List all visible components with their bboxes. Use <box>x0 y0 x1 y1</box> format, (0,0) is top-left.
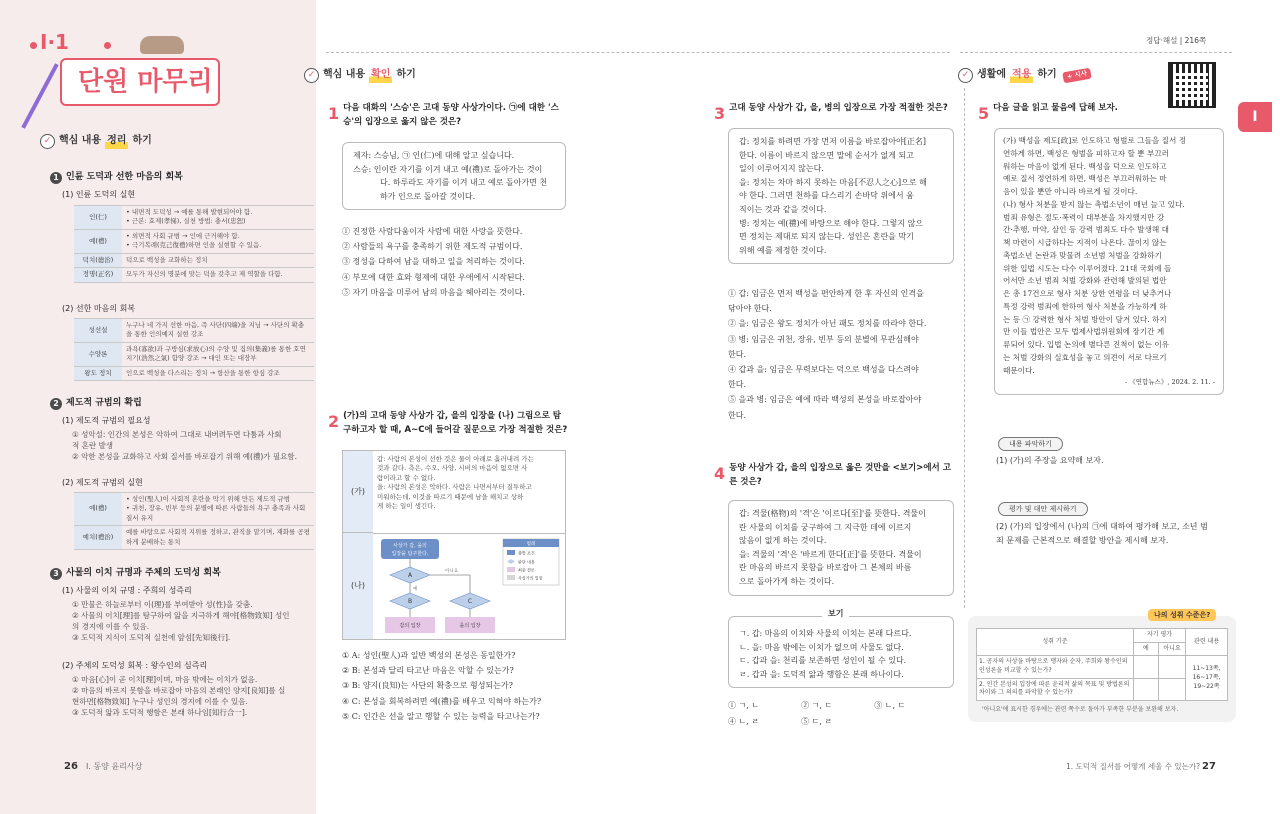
answer-option[interactable]: ② B: 본성과 달리 타고난 마음은 악할 수 있는가? <box>342 666 514 676</box>
self-eval-badge: 나의 성취 수준은? <box>1148 609 1216 621</box>
q3-options <box>728 286 926 423</box>
check-yes-1[interactable] <box>1133 656 1158 678</box>
q1-dialog-box: 제자: 스승님, ㉠ 인(仁)에 대해 알고 싶습니다. 스승: 인이란 자기를 이겨 내고 예(禮)로 돌아가는 것이 다. 하루라도 자기를 이겨 내고 예로 돌아가면 천 하가 인으로 돌아갈 것이다. <box>342 142 566 210</box>
part2-sub2: (2) 제도적 규범의 실현 <box>62 478 143 487</box>
row-value: • 외면적 사회 규범 → 인에 근거해야 함. • 극기복례(克己復禮)하면 인을 실현할 수 있음. <box>122 229 314 253</box>
question-text: 고대 동양 사상가 갑, 을, 병의 입장으로 가장 적절한 것은? <box>729 103 948 113</box>
sidebar-line: ③ 도덕적 앎과 도덕적 행함은 본래 하나임[知行合一]. <box>72 707 248 717</box>
part2-lines1 <box>72 430 297 463</box>
row-key: 수양론 <box>74 342 122 366</box>
row-value: 덕으로 백성을 교화하는 정치 <box>122 253 314 267</box>
q2-options <box>342 648 541 724</box>
q5-sub1: (1) (가)의 주장을 요약해 보자. <box>996 456 1104 465</box>
part3-lines1 <box>72 600 290 644</box>
col-related: 관련 내용 <box>1186 629 1228 656</box>
qr-code-pattern <box>1176 70 1208 100</box>
answer-option[interactable]: ② 을: 임금은 왕도 정치가 아닌 패도 정치를 따라야 한다. <box>728 319 927 329</box>
table-row <box>74 342 314 366</box>
question-text: (가)의 고대 동양 사상가 갑, 을의 입장을 (나) 그림으로 탐구하고자 할 때, A~C에 들어갈 질문으로 가장 적절한 것은? <box>343 411 568 435</box>
question-text: 동양 사상가 갑, 을의 입장으로 옳은 것만을 <보기>에서 고른 것은? <box>729 463 951 487</box>
q4-options-row1 <box>728 698 905 713</box>
row-value: • 성인(聖人)이 사회적 혼란을 막기 위해 만든 제도적 규범 • 귀천, 장유, 빈부 등의 분별에 따른 사람들의 욕구 충족과 사회 질서 유지 <box>122 493 314 526</box>
answer-option[interactable]: ⑤ 을과 병: 임금은 예에 따라 백성의 본성을 바로잡아야 <box>728 395 922 405</box>
table-row <box>74 319 314 343</box>
answer-option[interactable]: ③ ㄴ, ㄷ <box>874 701 906 710</box>
node-c-label: C <box>467 598 473 605</box>
sidebar-line: ① 마음[心]이 곧 이치[理]이며, 마음 밖에는 이치가 없음. <box>72 675 258 684</box>
news-badge: + 시사 <box>1062 67 1092 83</box>
answer-option[interactable]: ① A: 성인(聖人)과 일반 백성의 본성은 동일한가? <box>342 651 516 660</box>
table-row <box>74 206 314 230</box>
sidebar-line: 현하면[格物致知] 누구나 성인의 경지에 이를 수 있음. <box>72 696 248 706</box>
self-eval-table-wrap <box>976 628 1228 701</box>
check-section-title: ✓ 핵심 내용 확인 하기 <box>304 68 416 83</box>
legend-item: 출발 조건 <box>518 550 535 556</box>
part3-lines2 <box>72 675 285 719</box>
part3-sub2: (2) 주체의 도덕성 회복 : 왕수인의 심즉리 <box>62 661 208 670</box>
check-icon: ✓ <box>304 68 319 83</box>
row-key: 성선설 <box>74 319 122 343</box>
question-4 <box>714 462 954 489</box>
sidebar-line: ② 악한 본성을 교화하고 사회 질서를 바로잡기 위해 예(禮)가 필요함. <box>72 451 298 461</box>
passage-source: - 《연합뉴스》, 2024. 2. 11. - <box>1124 378 1215 387</box>
sidebar-line: ② 사물의 이치[理]를 탐구하여 앎을 지극하게 해야[格物致知] 성인 <box>72 610 290 620</box>
part1-table2 <box>74 318 314 381</box>
part1-sub1: (1) 인륜 도덕의 실현 <box>62 190 136 199</box>
answer-option[interactable]: ① 갑: 임금은 먼저 백성을 편안하게 한 후 자신의 인격을 <box>728 289 924 298</box>
self-eval-table <box>976 628 1228 701</box>
col-no: 아니요 <box>1158 642 1185 656</box>
bogi-box: ㄱ. 갑: 마음의 이치와 사물의 이치는 본래 다르다. ㄴ. 을: 마음 밖에는 이치가 없으며 사물도 없다. ㄷ. 갑과 을: 천리를 보존하면 성인이 될 수 있다. ㄹ. 갑과 을: 도덕적 앎과 행함은 본래 하나이다. <box>728 616 954 688</box>
sidebar-line: ② 마음의 바르지 못함을 바로잡아 마음의 본래인 양지[良知]를 실 <box>72 685 286 695</box>
node-a-label: A <box>407 572 413 579</box>
sidebar-line: 의 경지에 이를 수 있음. <box>72 621 150 631</box>
answer-option[interactable]: ① ㄱ, ㄴ <box>728 701 760 710</box>
check-no-1[interactable] <box>1158 656 1185 678</box>
node-b-label: B <box>407 598 413 605</box>
col-criteria: 성취 기준 <box>977 629 1134 656</box>
number-circle: 2 <box>50 398 62 410</box>
footer-right: 1. 도덕적 질서를 어떻게 세울 수 있는가? <box>1066 762 1201 771</box>
answer-option-cont: 닦아야 한다. <box>728 304 772 314</box>
answer-option[interactable]: ④ 갑과 을: 임금은 무력보다는 덕으로 백성을 다스려야 <box>728 364 919 374</box>
legend-item: 사상가의 입장 <box>518 575 543 581</box>
row-value: 인으로 백성을 다스리는 정치 → 항산을 통한 항심 강조 <box>122 366 314 380</box>
answer-option-cont: 한다. <box>728 410 746 420</box>
question-text: 다음 글을 읽고 물음에 답해 보자. <box>993 103 1118 113</box>
question-2 <box>328 410 568 437</box>
unit-title: 단원 마무리 <box>78 67 213 97</box>
answer-reference: 정답·해설 | 216쪽 <box>1146 36 1207 45</box>
part1-table1 <box>74 205 314 283</box>
answer-option[interactable]: ② 사람들의 욕구를 충족하기 위한 제도적 규범이다. <box>342 242 523 252</box>
question-text: 다음 대화의 '스승'은 고대 동양 사상가이다. ㉠에 대한 '스승'의 입장으로 옳지 않은 것은? <box>343 103 559 127</box>
answer-option[interactable]: ⑤ C: 인간은 선을 알고 행할 수 있는 능력을 타고나는가? <box>342 711 540 721</box>
ga-label: (가) <box>343 451 373 533</box>
part1-table1-wrap <box>74 205 314 283</box>
table-divider <box>373 533 565 534</box>
ga-text: 갑: 사람의 본성이 선한 것은 물이 아래로 흘러내려 가는 것과 같다. 측은, 수오, 사양, 시비의 마음이 없으면 사 람이라고 할 수 없다. 을: 사람의 본성은 악하다. 사람은 나면서부터 질투하고 미워하는데, 이것을 따르기 때문에 남을 해치고 상하 게 하는 일이 생긴다. <box>377 455 534 511</box>
legend-item: 판단 내용 <box>518 559 535 565</box>
row-key: 왕도 정치 <box>74 366 122 380</box>
dashed-divider <box>960 52 1232 53</box>
part1-title: 1 인륜 도덕과 선한 마음의 회복 <box>50 171 183 184</box>
table-row <box>74 493 314 526</box>
part2-table <box>74 492 314 550</box>
row-value: • 내면적 도덕성 → 예를 통해 발현되어야 함. • 근본: 효제(孝悌), 실천 방법: 충서(忠恕) <box>122 206 314 230</box>
decor-dot <box>30 42 37 49</box>
answer-option-cont: 한다. <box>728 349 746 359</box>
start-text: 입장을 탐구한다. <box>391 551 429 557</box>
question-number: 4 <box>714 464 726 483</box>
legend-swatch <box>507 575 515 580</box>
part3-sub1: (1) 사물의 이치 규명 : 주희의 성즉리 <box>62 586 192 595</box>
part1-table2-wrap <box>74 318 314 381</box>
page-number-right: 27 <box>1202 761 1216 772</box>
q2-table <box>342 450 566 640</box>
dashed-vertical-divider <box>964 88 965 608</box>
table-row <box>74 268 314 282</box>
answer-option[interactable]: ③ B: 양지(良知)는 사단의 확충으로 형성되는가? <box>342 681 513 691</box>
end2-label: 을의 입장 <box>459 623 481 629</box>
answer-option[interactable]: ④ 부모에 대한 효와 형제에 대한 우애에서 시작된다. <box>342 272 525 282</box>
answer-option[interactable]: ④ ㄴ, ㄹ <box>728 717 760 726</box>
answer-option[interactable]: ⑤ ㄷ, ㄹ <box>801 717 833 726</box>
row-key: 정명(正名) <box>74 268 122 282</box>
question-number: 2 <box>328 412 340 431</box>
check-icon: ✓ <box>40 134 55 149</box>
q2-flow-diagram <box>375 535 563 637</box>
pill-evaluate: 평가 및 대안 제시하기 <box>998 502 1088 516</box>
row-key: 예(禮) <box>74 493 122 526</box>
legend-item: 최종 결론 <box>518 567 535 573</box>
page-number-left: 26 <box>64 761 78 772</box>
q3-box: 갑: 정치를 하려면 가장 먼저 이름을 바로잡아야[正名] 한다. 이름이 바르지 않으면 말에 순서가 없게 되고 일이 이루어지지 않는다. 을: 정치는 차마 하지 못하는 마음[不忍人之心]으로 해 야 한다. 그러면 천하를 다스리기 손바닥 위에서 움 직이는 것과 같을 것이다. 병: 정치는 예(禮)에 바탕으로 해야 한다. 그렇지 않으 면 정치는 제대로 되지 않는다. 성인은 혼란을 막기 위해 예를 제정한 것이다. <box>728 128 954 264</box>
answer-option[interactable]: ③ 정성을 다하여 남을 대하고 일을 처리하는 것이다. <box>342 257 525 267</box>
number-circle: 1 <box>50 172 62 184</box>
table-row <box>74 229 314 253</box>
start-text: 사상가 갑, 을의 <box>393 543 427 549</box>
part3-title: 3 사물의 이치 규명과 주체의 도덕성 회복 <box>50 567 221 580</box>
question-5 <box>978 102 1218 125</box>
part2-sub1: (1) 제도적 규범의 필요성 <box>62 416 151 425</box>
edge-label-no: 아니요 <box>445 569 459 574</box>
table-row <box>74 526 314 550</box>
q1-options <box>342 224 525 300</box>
answer-option[interactable]: ⑤ 자기 마음을 미루어 남의 마음을 헤아리는 것이다. <box>342 287 525 297</box>
chapter-tab[interactable]: Ⅰ <box>1238 102 1272 132</box>
row-key: 예(禮) <box>74 229 122 253</box>
sidebar-line: ③ 도덕적 지식이 도덕적 실천에 앞섬[先知後行]. <box>72 632 231 642</box>
decor-dot <box>104 42 111 49</box>
row-key: 인(仁) <box>74 206 122 230</box>
footer-left: Ⅰ. 동양 윤리사상 <box>86 762 143 771</box>
question-3 <box>714 102 954 125</box>
question-number: 5 <box>978 104 990 123</box>
part2-title: 2 제도적 규범의 확립 <box>50 397 142 410</box>
answer-option-cont: 한다. <box>728 380 746 390</box>
end1-label: 갑의 입장 <box>399 623 421 629</box>
cat-illustration <box>140 36 184 54</box>
apply-section-title: ✓ 생활에 적용 하기 + 시사 <box>958 68 1091 83</box>
sidebar-line: ① 성악설: 인간의 본성은 악하여 그대로 내버려두면 다툼과 사회 <box>72 430 282 439</box>
q4-options-row2 <box>728 714 832 729</box>
check-yes-2[interactable] <box>1133 678 1158 700</box>
legend-swatch <box>507 567 515 572</box>
number-circle: 3 <box>50 568 62 580</box>
self-eval-note: '아니요'에 표시한 경우에는 관련 쪽수로 돌아가 부족한 부분을 보완해 보자. <box>982 706 1179 713</box>
question-number: 1 <box>328 104 340 123</box>
na-label: (나) <box>343 533 373 639</box>
table-row <box>74 253 314 267</box>
col-self: 자기 평가 <box>1133 629 1185 643</box>
check-no-2[interactable] <box>1158 678 1185 700</box>
row-value: 과욕(寡欲)과 구방심(求放心)의 수양 및 집의(集義)를 통한 호연지기(浩然之氣) 함양 강조 → 대인 또는 대장부 <box>122 342 314 366</box>
question-number: 3 <box>714 104 726 123</box>
row-key: 예치(禮治) <box>74 526 122 550</box>
answer-option[interactable]: ② ㄱ, ㄷ <box>801 701 833 710</box>
criteria-row2: 2. 인간 본성의 입장에 따른 윤리적 삶의 목표 및 방법론의 차이와 그 의의를 파악할 수 있는가? <box>977 678 1134 700</box>
question-1 <box>328 102 568 129</box>
table-row <box>74 366 314 380</box>
answer-option[interactable]: ① 진정한 사람다움이자 사람에 대한 사랑을 뜻한다. <box>342 227 523 236</box>
criteria-row1: 1. 공자의 사상을 바탕으로 맹자와 순자, 주희와 왕수인의 인성론을 비교할 수 있는가? <box>977 656 1134 678</box>
sidebar-line: ① 만물은 하늘로부터 이(理)를 부여받아 성(性)을 갖춤. <box>72 600 253 609</box>
q5-sub2: (2) (가)의 입장에서 (나)의 ㉠에 대하여 평가해 보고, 소년 범 죄 문제를 근본적으로 해결할 방안을 제시해 보자. <box>996 522 1208 545</box>
answer-option[interactable]: ④ C: 본성을 회복하려면 예(禮)를 배우고 익혀야 하는가? <box>342 696 542 706</box>
legend-title: 범례 <box>526 542 536 547</box>
part2-table-wrap <box>74 492 314 550</box>
row-value: 누구나 네 가지 선한 마음, 즉 사단(四端)을 지님 → 사단의 확충을 통한 인의예지 실현 강조 <box>122 319 314 343</box>
sidebar-line: 적 혼란 발생 <box>72 440 113 450</box>
col-yes: 예 <box>1133 642 1158 656</box>
unit-badge: Ⅰ·1 <box>40 30 69 54</box>
row-value: 예를 바탕으로 사회적 지위를 정하고, 관직을 맡기며, 재화를 공평하게 분배하는 통치 <box>122 526 314 550</box>
pill-content-check: 내용 파악하기 <box>998 437 1063 451</box>
q4-box: 갑: 격물(格物)의 '격'은 '이르다[至]'를 뜻한다. 격물이 란 사물의 이치를 궁구하여 그 지극한 데에 이르지 않음이 없게 하는 것이다. 을: 격물의 '격'은 '바르게 한다[正]'를 뜻한다. 격물이 란 마음의 바르지 못함을 바로잡아 그 본체의 바름 으로 돌아가게 하는 것이다. <box>728 500 954 596</box>
row-value: 모두가 자신의 명분에 맞는 덕을 갖추고 제 역할을 다함. <box>122 268 314 282</box>
sidebar-section-title: ✓ 핵심 내용 정리 하기 <box>40 134 152 149</box>
q5-passage: (가) 백성을 제도[政]로 인도하고 형벌로 그들을 질서 정 연하게 하면, 백성은 형벌을 피하고자 할 뿐 부끄러 워하는 마음이 없게 된다. 백성을 덕으로 인도하고 예로 질서 정연하게 하면, 백성은 부끄러워하는 마 음이 있을 뿐만 아니라 바르게 될 것이다. (나) 형사 처분을 받지 않는 촉법소년이 매년 늘고 있다. 범죄 유형은 절도·폭력이 대부분을 차지했지만 강 간·추행, 마약, 살인 등 강력 범죄도 다수 발생해 대 책 마련이 시급하다는 지적이 나온다. 끊이지 않는 촉법소년 논란과 맞물려 소년범 처벌을 강화하기 위한 입법 시도는 다수 이루어졌다. 21대 국회에 들 어서만 소년 범죄 처벌 강화와 관련해 발의된 법안 은 총 17건으로 형사 처분 상한 연령을 더 낮추거나 특정 강력 범죄에 한하여 형사 처분을 가능하게 하 는 등 ㉠ 강력한 형사 처벌 방안이 담겨 있다. 하지 만 이들 법안은 모두 법제사법위원회에 장기간 계 류되어 있다. 입법 논의에 별다른 진척이 없는 이유 는 처벌 강화의 실효성을 놓고 의견이 서로 다르기 때문이다. - 《연합뉴스》, 2024. 2. 11. - <box>994 128 1224 395</box>
check-icon: ✓ <box>958 68 973 83</box>
bogi-label: 보기 <box>822 608 849 620</box>
answer-option[interactable]: ③ 병: 임금은 귀천, 장유, 빈부 등의 분별에 무관심해야 <box>728 334 919 344</box>
row-key: 덕치(德治) <box>74 253 122 267</box>
edge-label-yes: 예 <box>413 587 418 592</box>
legend-swatch <box>507 550 515 555</box>
part1-sub2: (2) 선한 마음의 회복 <box>62 304 136 313</box>
related-pages: 11~13쪽, 16~17쪽, 19~22쪽 <box>1186 656 1228 701</box>
dashed-divider <box>326 52 950 53</box>
